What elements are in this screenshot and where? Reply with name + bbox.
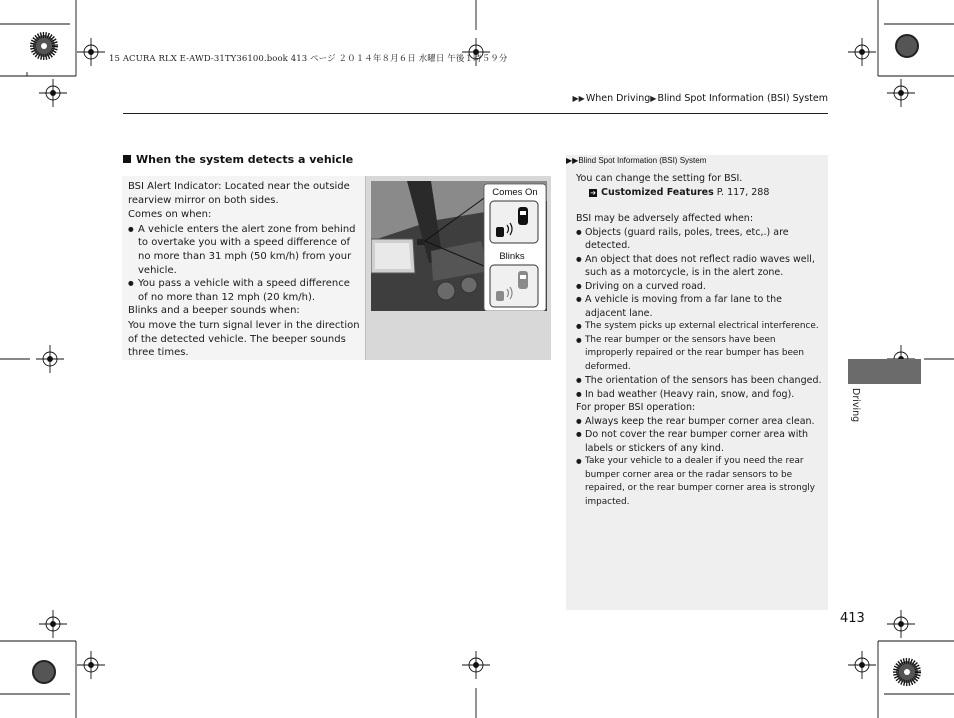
xref-link[interactable] <box>576 186 822 200</box>
list-item: ● A vehicle enters the alert zone from behind to overtake you with a speed difference of no more than 31 mph (50 km/h) from your vehicle. <box>128 223 360 277</box>
mirror-indicator-illustration <box>371 181 547 311</box>
list-item: ● Take your vehicle to a dealer if you need the rear bumper corner area or the radar sensors to be repaired, or the rear bumper corner area is strongly impacted. <box>576 455 822 509</box>
list-item: ● You pass a vehicle with a speed difference of no more than 12 mph (20 km/h). <box>128 277 360 304</box>
comes-on-label: Comes on when: <box>128 209 212 221</box>
list-item: ● In bad weather (Heavy rain, snow, and fog). <box>576 388 822 402</box>
affected-label: BSI may be adversely affected when: <box>576 213 754 224</box>
list-item: ● Driving on a curved road. <box>576 280 822 294</box>
affected-list <box>576 226 822 402</box>
breadcrumb <box>573 93 829 104</box>
page-number: 413 <box>840 611 865 626</box>
sidebar-change-setting <box>576 172 822 199</box>
bsi-info-box <box>122 176 551 360</box>
sidebar-arrow-icon: ▶▶ <box>566 156 579 165</box>
list-item: ● A vehicle is moving from a far lane to the adjacent lane. <box>576 293 822 320</box>
list-item: ● An object that does not reflect radio waves well, such as a motorcycle, is in the alert zone. <box>576 253 822 280</box>
header-rule <box>123 113 828 114</box>
sidebar-title <box>566 156 706 165</box>
xref-pages[interactable]: P. 117, 288 <box>716 186 770 198</box>
chapter-tab[interactable] <box>848 359 921 384</box>
proper-list <box>576 415 822 510</box>
chapter-tab-text: Driving <box>850 388 861 423</box>
list-item: ● Do not cover the rear bumper corner area with labels or stickers of any kind. <box>576 428 822 455</box>
list-item: ● Objects (guard rails, poles, trees, etc,.) are detected. <box>576 226 822 253</box>
breadcrumb-arrow-icon: ▶ <box>650 94 657 103</box>
list-item: ● The system picks up external electrical interference. <box>576 320 822 334</box>
list-item: ● The orientation of the sensors has been changed. <box>576 374 822 388</box>
print-file-header: 15 ACURA RLX E-AWD-31TY36100.book 413 ページ ２０１４年８月６日 水曜日 午後１時５９分 <box>109 54 508 64</box>
info-text-panel <box>122 176 366 360</box>
arrow-right-icon: ➔ <box>590 188 596 197</box>
comes-on-caption: Comes On <box>492 187 538 198</box>
section-heading <box>123 153 353 166</box>
list-item: ● Always keep the rear bumper corner area clean. <box>576 415 822 429</box>
breadcrumb-level2[interactable]: Blind Spot Information (BSI) System <box>657 93 828 104</box>
change-setting-text: You can change the setting for BSI. <box>576 173 743 184</box>
comes-on-list <box>128 223 360 305</box>
list-item: ● The rear bumper or the sensors have been improperly repaired or the rear bumper has been deformed. <box>576 334 822 375</box>
xref-title[interactable]: Customized Features <box>601 186 714 198</box>
blinks-label: Blinks and a beeper sounds when: <box>128 305 300 317</box>
breadcrumb-arrow-icon: ▶▶ <box>572 94 585 103</box>
heading-square-icon <box>123 155 131 163</box>
sidebar-proper-operation <box>576 401 822 509</box>
sidebar-title-text: Blind Spot Information (BSI) System <box>578 156 707 165</box>
blinks-text: You move the turn signal lever in the direction of the detected vehicle. The beeper sounds three times. <box>128 319 360 359</box>
breadcrumb-level1[interactable]: When Driving <box>585 93 651 104</box>
blinks-caption: Blinks <box>499 251 525 262</box>
sidebar-affected <box>576 212 822 401</box>
indicator-intro: BSI Alert Indicator: Located near the outside rearview mirror on both sides. <box>128 181 350 206</box>
proper-label: For proper BSI operation: <box>576 402 696 413</box>
chapter-tab-label <box>849 388 861 428</box>
section-heading-text: When the system detects a vehicle <box>136 153 354 166</box>
